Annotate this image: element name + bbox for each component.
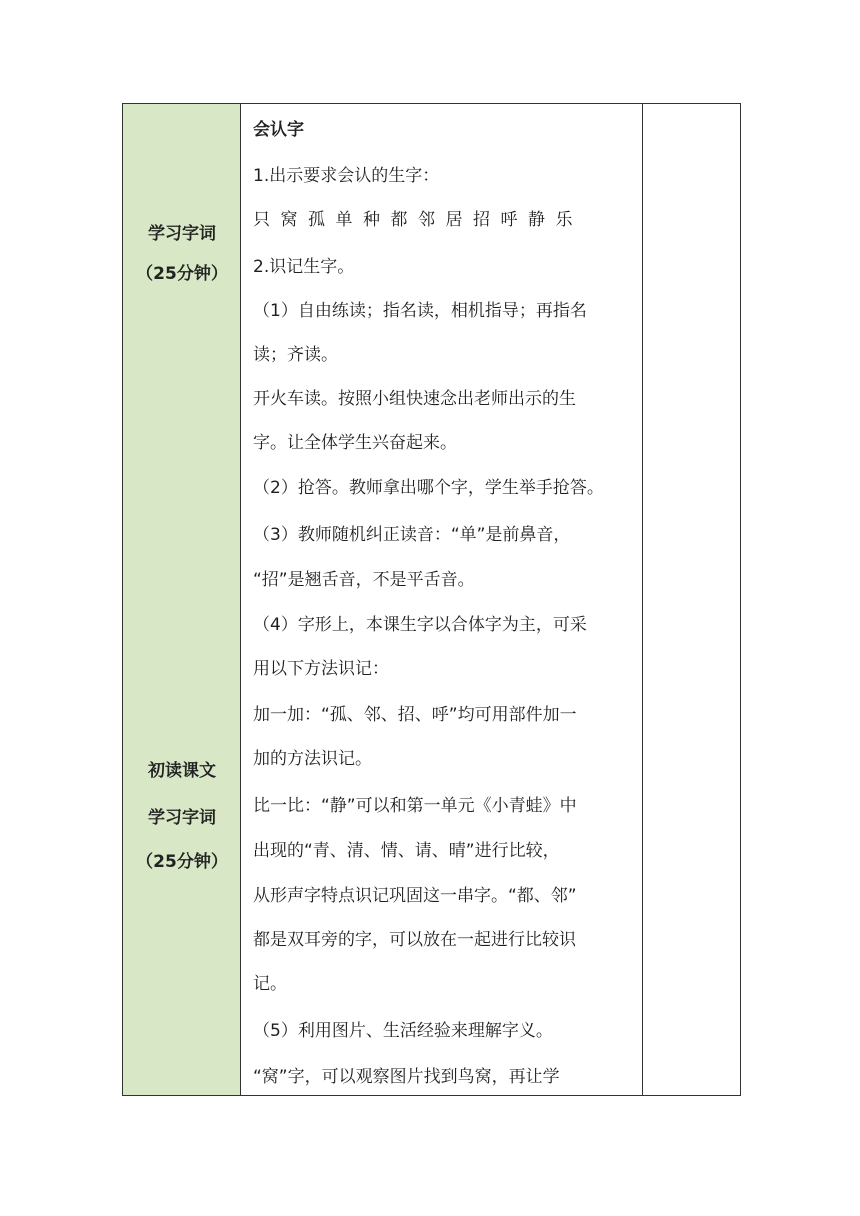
content-line: 加一加：“孤、邻、招、呼”均可用部件加一 <box>253 705 577 725</box>
content-line: 读；齐读。 <box>253 345 338 365</box>
section-title-line1: 初读课文 <box>148 761 216 781</box>
section-duration: （25分钟） <box>136 852 228 872</box>
content-line: 加的方法识记。 <box>253 749 372 769</box>
stage-title: 学习字词 <box>148 224 216 244</box>
character-list: 只窝孤单种都邻居招呼静乐 <box>253 210 583 230</box>
content-line: 1.出示要求会认的生字： <box>253 166 440 186</box>
content-line: 用以下方法识记： <box>253 659 389 679</box>
content-line: 2.识记生字。 <box>253 257 355 277</box>
content-line: （3）教师随机纠正读音：“单”是前鼻音， <box>253 525 571 545</box>
content-line: 记。 <box>253 974 287 994</box>
stage-column <box>123 104 241 1095</box>
content-line: “招”是翘舌音，不是平舌音。 <box>253 570 475 590</box>
content-line: 比一比：“静”可以和第一单元《小青蛙》中 <box>253 796 577 816</box>
content-line: （1）自由练读；指名读，相机指导；再指名 <box>253 301 587 321</box>
content-line: 出现的“青、清、情、请、晴”进行比较， <box>253 841 560 861</box>
content-line: “窝”字，可以观察图片找到鸟窝，再让学 <box>253 1067 560 1087</box>
content-heading: 会认字 <box>253 120 304 140</box>
stage-duration: （25分钟） <box>136 264 228 284</box>
section-title-line2: 学习字词 <box>148 808 216 828</box>
lesson-plan-table <box>122 103 741 1096</box>
content-line: 都是双耳旁的字，可以放在一起进行比较识 <box>253 930 576 950</box>
content-line: （5）利用图片、生活经验来理解字义。 <box>253 1021 553 1041</box>
content-line: （4）字形上，本课生字以合体字为主，可采 <box>253 615 587 635</box>
content-line: 字。让全体学生兴奋起来。 <box>253 433 457 453</box>
content-line: 从形声字特点识记巩固这一串字。“都、邻” <box>253 886 577 906</box>
content-line: （2）抢答。教师拿出哪个字，学生举手抢答。 <box>253 478 604 498</box>
notes-column <box>643 104 740 1095</box>
content-column <box>241 104 643 1095</box>
content-line: 开火车读。按照小组快速念出老师出示的生 <box>253 389 576 409</box>
